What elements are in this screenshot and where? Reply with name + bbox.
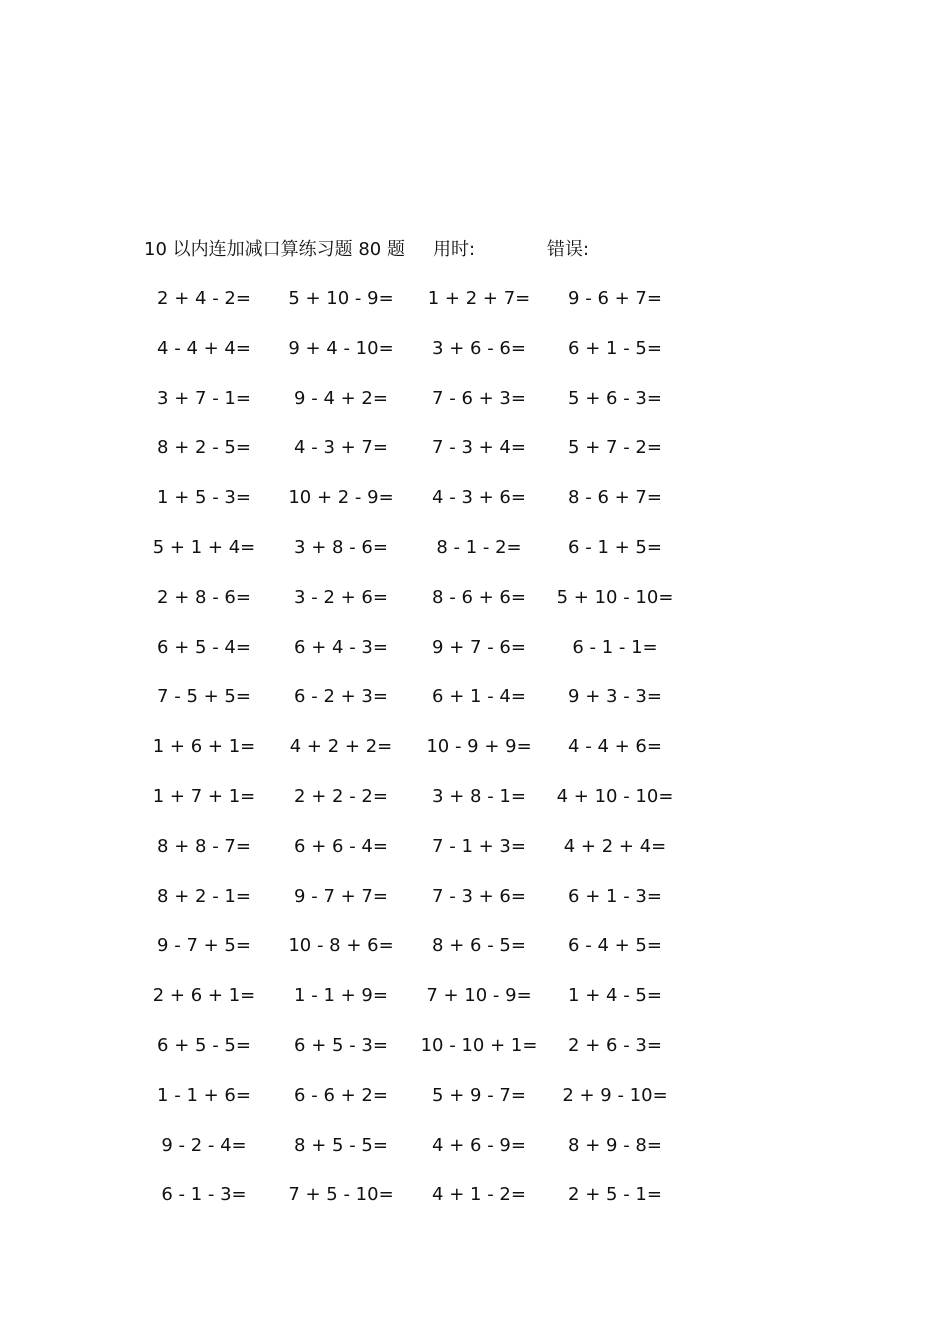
problem-row: [0, 433, 950, 463]
problem-item: 2 + 2 - 2=: [294, 786, 388, 807]
problem-item: 6 - 1 + 5=: [568, 537, 662, 558]
problem-item: 4 + 6 - 9=: [432, 1135, 526, 1156]
problem-item: 4 - 4 + 4=: [157, 338, 251, 359]
problem-item: 5 + 1 + 4=: [152, 537, 256, 558]
problem-row: [0, 832, 950, 862]
problem-item: 4 - 3 + 6=: [432, 487, 526, 508]
problem-item: 8 + 5 - 5=: [294, 1135, 388, 1156]
problem-item: 9 - 7 + 5=: [157, 935, 251, 956]
problem-item: 6 - 2 + 3=: [294, 686, 388, 707]
problem-item: 7 + 10 - 9=: [426, 985, 532, 1006]
problem-row: [0, 583, 950, 613]
problem-row: [0, 384, 950, 414]
problem-row: [0, 682, 950, 712]
problem-item: 6 + 1 - 4=: [432, 686, 526, 707]
problem-item: 1 + 4 - 5=: [568, 985, 662, 1006]
worksheet-header: [144, 236, 704, 264]
problem-item: 7 - 6 + 3=: [432, 388, 526, 409]
problem-item: 2 + 6 + 1=: [152, 985, 256, 1006]
problem-row: [0, 981, 950, 1011]
problem-item: 6 + 1 - 5=: [568, 338, 662, 359]
worksheet-title: 10 以内连加减口算练习题 80 题: [144, 239, 405, 260]
problem-item: 8 - 6 + 7=: [568, 487, 662, 508]
problem-item: 2 + 8 - 6=: [157, 587, 251, 608]
problem-item: 8 + 2 - 1=: [157, 886, 251, 907]
problem-row: [0, 533, 950, 563]
problem-item: 5 + 6 - 3=: [568, 388, 662, 409]
problem-item: 8 + 8 - 7=: [157, 836, 251, 857]
problem-item: 8 - 6 + 6=: [432, 587, 526, 608]
problem-item: 1 + 5 - 3=: [157, 487, 251, 508]
problem-item: 6 - 6 + 2=: [294, 1085, 388, 1106]
problem-row: [0, 782, 950, 812]
problem-row: [0, 1081, 950, 1111]
problem-item: 10 - 8 + 6=: [288, 935, 394, 956]
problem-item: 10 - 9 + 9=: [426, 736, 532, 757]
problem-item: 9 + 3 - 3=: [568, 686, 662, 707]
problem-row: [0, 284, 950, 314]
problem-row: [0, 1031, 950, 1061]
problem-item: 2 + 9 - 10=: [562, 1085, 668, 1106]
problem-item: 3 - 2 + 6=: [294, 587, 388, 608]
problem-item: 4 + 1 - 2=: [432, 1184, 526, 1205]
problem-item: 3 + 7 - 1=: [157, 388, 251, 409]
problem-item: 7 - 5 + 5=: [157, 686, 251, 707]
problem-item: 1 + 6 + 1=: [152, 736, 256, 757]
problem-item: 1 + 7 + 1=: [152, 786, 256, 807]
problem-item: 4 - 4 + 6=: [568, 736, 662, 757]
problem-row: [0, 334, 950, 364]
problem-item: 9 - 2 - 4=: [161, 1135, 247, 1156]
problem-item: 6 + 5 - 5=: [157, 1035, 251, 1056]
problem-item: 4 + 2 + 4=: [563, 836, 667, 857]
problem-item: 6 - 4 + 5=: [568, 935, 662, 956]
problem-item: 7 - 1 + 3=: [432, 836, 526, 857]
problem-item: 2 + 6 - 3=: [568, 1035, 662, 1056]
problem-item: 9 + 4 - 10=: [288, 338, 394, 359]
problem-item: 6 - 1 - 1=: [572, 637, 658, 658]
problem-item: 4 + 2 + 2=: [289, 736, 393, 757]
problem-item: 7 - 3 + 6=: [432, 886, 526, 907]
problem-item: 9 + 7 - 6=: [432, 637, 526, 658]
problem-item: 10 + 2 - 9=: [288, 487, 394, 508]
problem-item: 3 + 8 - 1=: [432, 786, 526, 807]
problem-item: 6 + 4 - 3=: [294, 637, 388, 658]
problem-item: 6 + 1 - 3=: [568, 886, 662, 907]
problem-item: 5 + 10 - 10=: [556, 587, 674, 608]
problem-item: 4 - 3 + 7=: [294, 437, 388, 458]
problem-item: 5 + 10 - 9=: [288, 288, 394, 309]
problem-item: 2 + 4 - 2=: [157, 288, 251, 309]
problem-item: 8 + 9 - 8=: [568, 1135, 662, 1156]
problem-item: 10 - 10 + 1=: [420, 1035, 538, 1056]
problem-item: 9 - 7 + 7=: [294, 886, 388, 907]
problem-row: [0, 633, 950, 663]
problem-row: [0, 483, 950, 513]
problem-item: 6 - 1 - 3=: [161, 1184, 247, 1205]
problem-item: 7 + 5 - 10=: [288, 1184, 394, 1205]
problem-item: 2 + 5 - 1=: [568, 1184, 662, 1205]
problem-item: 7 - 3 + 4=: [432, 437, 526, 458]
problem-row: [0, 931, 950, 961]
problem-row: [0, 732, 950, 762]
problem-item: 8 + 2 - 5=: [157, 437, 251, 458]
problem-item: 1 - 1 + 9=: [294, 985, 388, 1006]
problem-item: 6 + 6 - 4=: [294, 836, 388, 857]
problem-item: 4 + 10 - 10=: [556, 786, 674, 807]
problem-item: 9 - 4 + 2=: [294, 388, 388, 409]
problem-item: 5 + 7 - 2=: [568, 437, 662, 458]
problem-item: 6 + 5 - 3=: [294, 1035, 388, 1056]
problem-item: 1 - 1 + 6=: [157, 1085, 251, 1106]
problem-item: 9 - 6 + 7=: [568, 288, 662, 309]
problem-row: [0, 1131, 950, 1161]
problem-item: 3 + 6 - 6=: [432, 338, 526, 359]
problem-item: 5 + 9 - 7=: [432, 1085, 526, 1106]
error-count-label: 错误:: [547, 239, 590, 260]
problem-item: 6 + 5 - 4=: [157, 637, 251, 658]
problem-item: 8 - 1 - 2=: [436, 537, 522, 558]
problem-row: [0, 1180, 950, 1210]
problem-item: 8 + 6 - 5=: [432, 935, 526, 956]
problem-row: [0, 882, 950, 912]
time-used-label: 用时:: [433, 239, 476, 260]
problem-item: 3 + 8 - 6=: [294, 537, 388, 558]
problem-item: 1 + 2 + 7=: [427, 288, 531, 309]
